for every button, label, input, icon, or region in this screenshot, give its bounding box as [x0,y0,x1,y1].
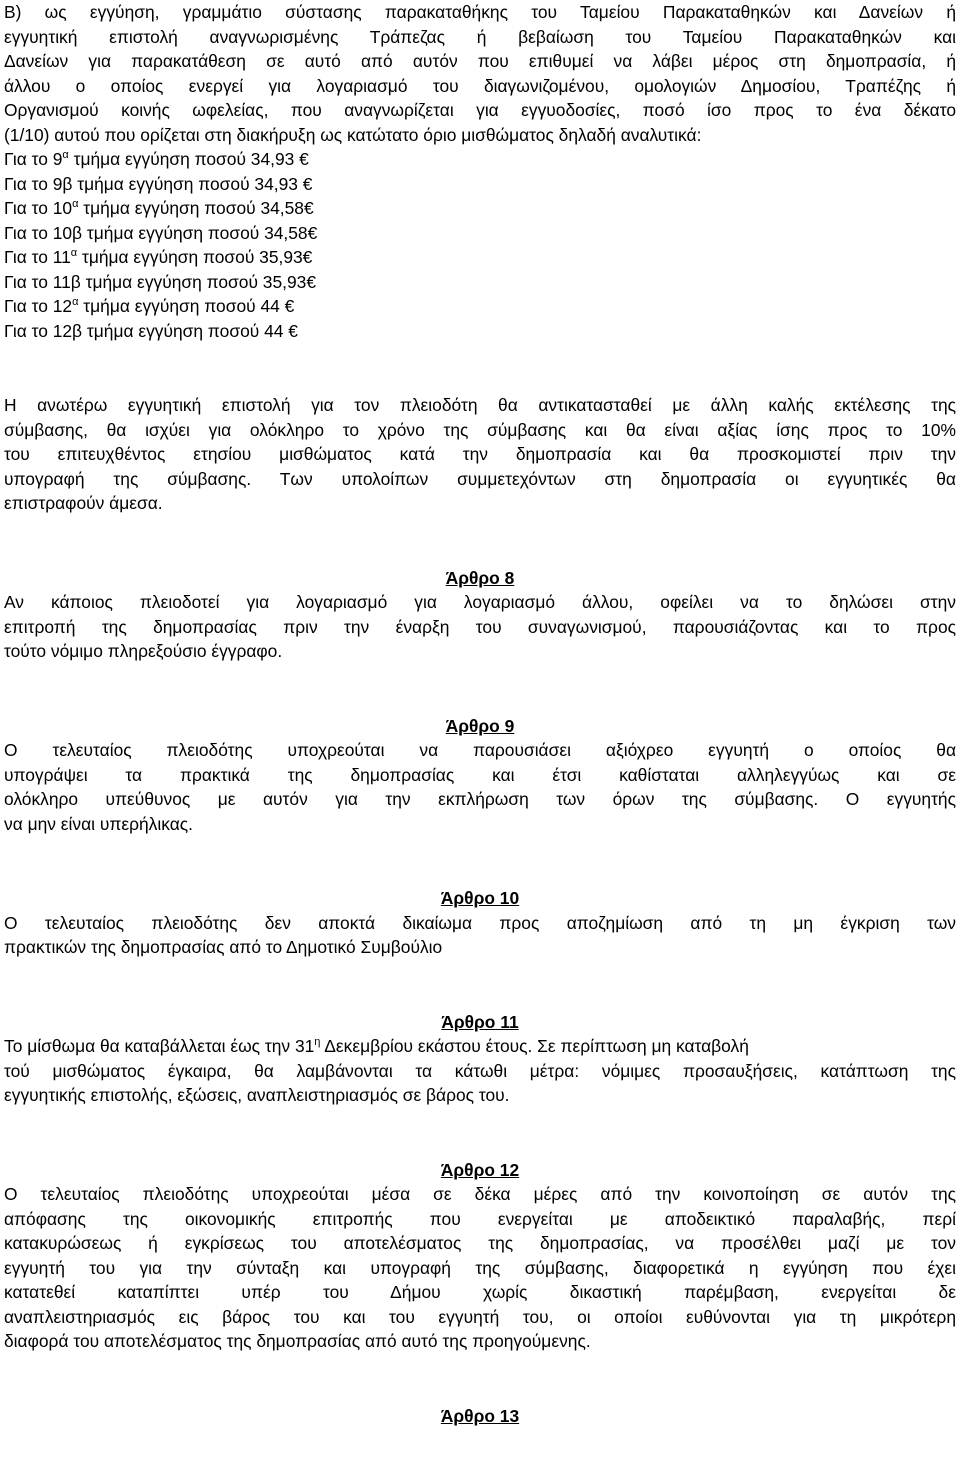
text-line: υπογραφή της σύμβασης. Των υπολοίπων συμμετεχόντων στη δημοπρασία οι εγγυητικές θα [4,468,956,489]
guarantee-letter-paragraph [4,393,956,516]
text-line: σύμβασης, θα ισχύει για ολόκληρο το χρόνο της σύμβασης και θα είναι αξίας ίσης προς το 10% [4,419,956,440]
text-line: εγγυητική επιστολή αναγνωρισμένης Τράπεζας ή βεβαίωση του Ταμείου Παρακαταθηκών και [4,26,956,47]
text-line: κατακυρώσεως ή εγκρίσεως του αποτελέσματος της δημοπρασίας, να προσέλθει μαζί με τον [4,1233,956,1253]
text-line: Ο τελευταίος πλειοδότης υποχρεούται μέσα σε δέκα μέρες από την κοινοποίηση σε αυτόν της [4,1184,956,1204]
text-line: Αν κάποιος πλειοδοτεί για λογαριασμό για λογαριασμό άλλου, οφείλει να το δηλώσει στην [4,592,956,612]
text-line: εγγυητή του για την σύνταξη και υπογραφή της σύμβασης, διαφορετικά η εγγύηση που έχει [4,1257,956,1278]
list-item: Για το $12^\alpha$ τμήμα εγγύηση ποσού 44 € [4,296,295,316]
article-13 [4,1404,956,1429]
article-title: Άρθρο 12 [440,1159,520,1180]
article-title: Άρθρο 8 [445,567,515,588]
text-line: επιστραφούν άμεσα. [4,493,163,513]
text-line: τούτο νόμιμο πληρεξούσιο έγγραφο. [4,641,283,661]
guarantee-list [4,147,956,343]
text-line: Ο τελευταίος πλειοδότης υποχρεούται να παρουσιάσει αξιόχρεο εγγυητή ο οποίος θα [4,740,956,760]
article-11 [4,1010,956,1108]
text-line: του επιτευχθέντος ετησίου μισθώματος κατά την δημοπρασία και θα προσκομιστεί πριν την [4,444,956,464]
text-line: Ο τελευταίος πλειοδότης δεν αποκτά δικαίωμα προς αποζημίωση από τη μη έγκριση των [4,912,956,933]
list-item: Για το 9β τμήμα εγγύηση ποσού 34,93 € [4,173,313,194]
article-10 [4,886,956,960]
article-title: Άρθρο 9 [445,715,515,736]
list-item: Για το $11^\alpha$ τμήμα εγγύηση ποσού 35,93€ [4,247,313,267]
list-item: Για το 12β τμήμα εγγύηση ποσού 44 € [4,320,298,341]
text-line: άλλου ο οποίος ενεργεί για λογαριασμό του διαγωνιζομένου, ομολογιών Δημοσίου, Τραπέζης ή [4,75,956,96]
text-line: υπογράψει τα πρακτικά της δημοπρασίας και έτσι καθίσταται αλληλεγγύως και σε [4,764,956,785]
list-item: Για το $10^\alpha$ τμήμα εγγύηση ποσού 34,58€ [4,198,314,218]
document-page [4,0,956,1428]
text-line: πρακτικών της δημοπρασίας από το Δημοτικό Συμβούλιο [4,937,443,957]
text-line: Β) ως εγγύηση, γραμμάτιο σύστασης παρακαταθήκης του Ταμείου Παρακαταθηκών και Δανείων ή [4,2,956,22]
article-title: Άρθρο 10 [440,888,520,908]
text-line: (1/10) αυτού που ορίζεται στη διακήρυξη ως κατώτατο όριο μισθώματος δηλαδή αναλυτικά: [4,124,702,145]
text-line: εγγυητικής επιστολής, εξώσεις, αναπλειστηριασμός σε βάρος του. [4,1085,510,1105]
article-9 [4,714,956,837]
list-item: Για το $9^\alpha$ τμήμα εγγύηση ποσού 34,93 € [4,149,309,169]
text-line: διαφορά του αποτελέσματος της δημοπρασίας από αυτό της προηγούμενης. [4,1331,591,1351]
list-item: Για το 10β τμήμα εγγύηση ποσού 34,58€ [4,222,318,243]
article-8 [4,566,956,664]
article-12 [4,1158,956,1354]
text-line: τού μισθώματος έγκαιρα, θα λαμβάνονται τα κάτωθι μέτρα: νόμιμες προσαυξήσεις, κατάπτωση της [4,1060,956,1081]
text-line: Η ανωτέρω εγγυητική επιστολή για τον πλειοδότη θα αντικατασταθεί με άλλη καλής εκτέλεσης της [4,395,956,415]
list-item: Για το 11β τμήμα εγγύηση ποσού 35,93€ [4,271,316,292]
text-line: αναπλειστηριασμός εις βάρος του και του εγγυητή του, οι οποίοι ευθύνονται για τη μικρότερη [4,1306,956,1327]
text-line: Οργανισμού κοινής ωφελείας, που αναγνωρίζεται για εγγυοδοσίες, ποσό ίσο προς το ένα δέκατο [4,100,956,120]
text-line: απόφασης της οικονομικής επιτροπής που ενεργείται με αποδεικτικό παραλαβής, περί [4,1208,956,1229]
intro-paragraph [4,0,956,147]
text-line: Το μίσθωμα θα καταβάλλεται έως την $31^\eta$ Δεκεμβρίου εκάστου έτους. Σε περίπτωση μη καταβολή [4,1036,749,1056]
text-line: να μην είναι υπερήλικας. [4,813,193,834]
article-title: Άρθρο 11 [441,1011,519,1032]
text-line: Δανείων για παρακατάθεση σε αυτό από αυτόν που επιθυμεί να λάβει μέρος στη δημοπρασία, ή [4,51,956,71]
text-line: ολόκληρο υπεύθυνος με αυτόν για την εκπλήρωση των όρων της σύμβασης. Ο εγγυητής [4,789,956,809]
text-line: επιτροπή της δημοπρασίας πριν την έναρξη του συναγωνισμού, παρουσιάζοντας και το προς [4,616,956,637]
article-title: Άρθρο 13 [440,1405,520,1426]
text-line: κατατεθεί καταπίπτει υπέρ του Δήμου χωρίς δικαστική παρέμβαση, ενεργείται δε [4,1282,956,1302]
